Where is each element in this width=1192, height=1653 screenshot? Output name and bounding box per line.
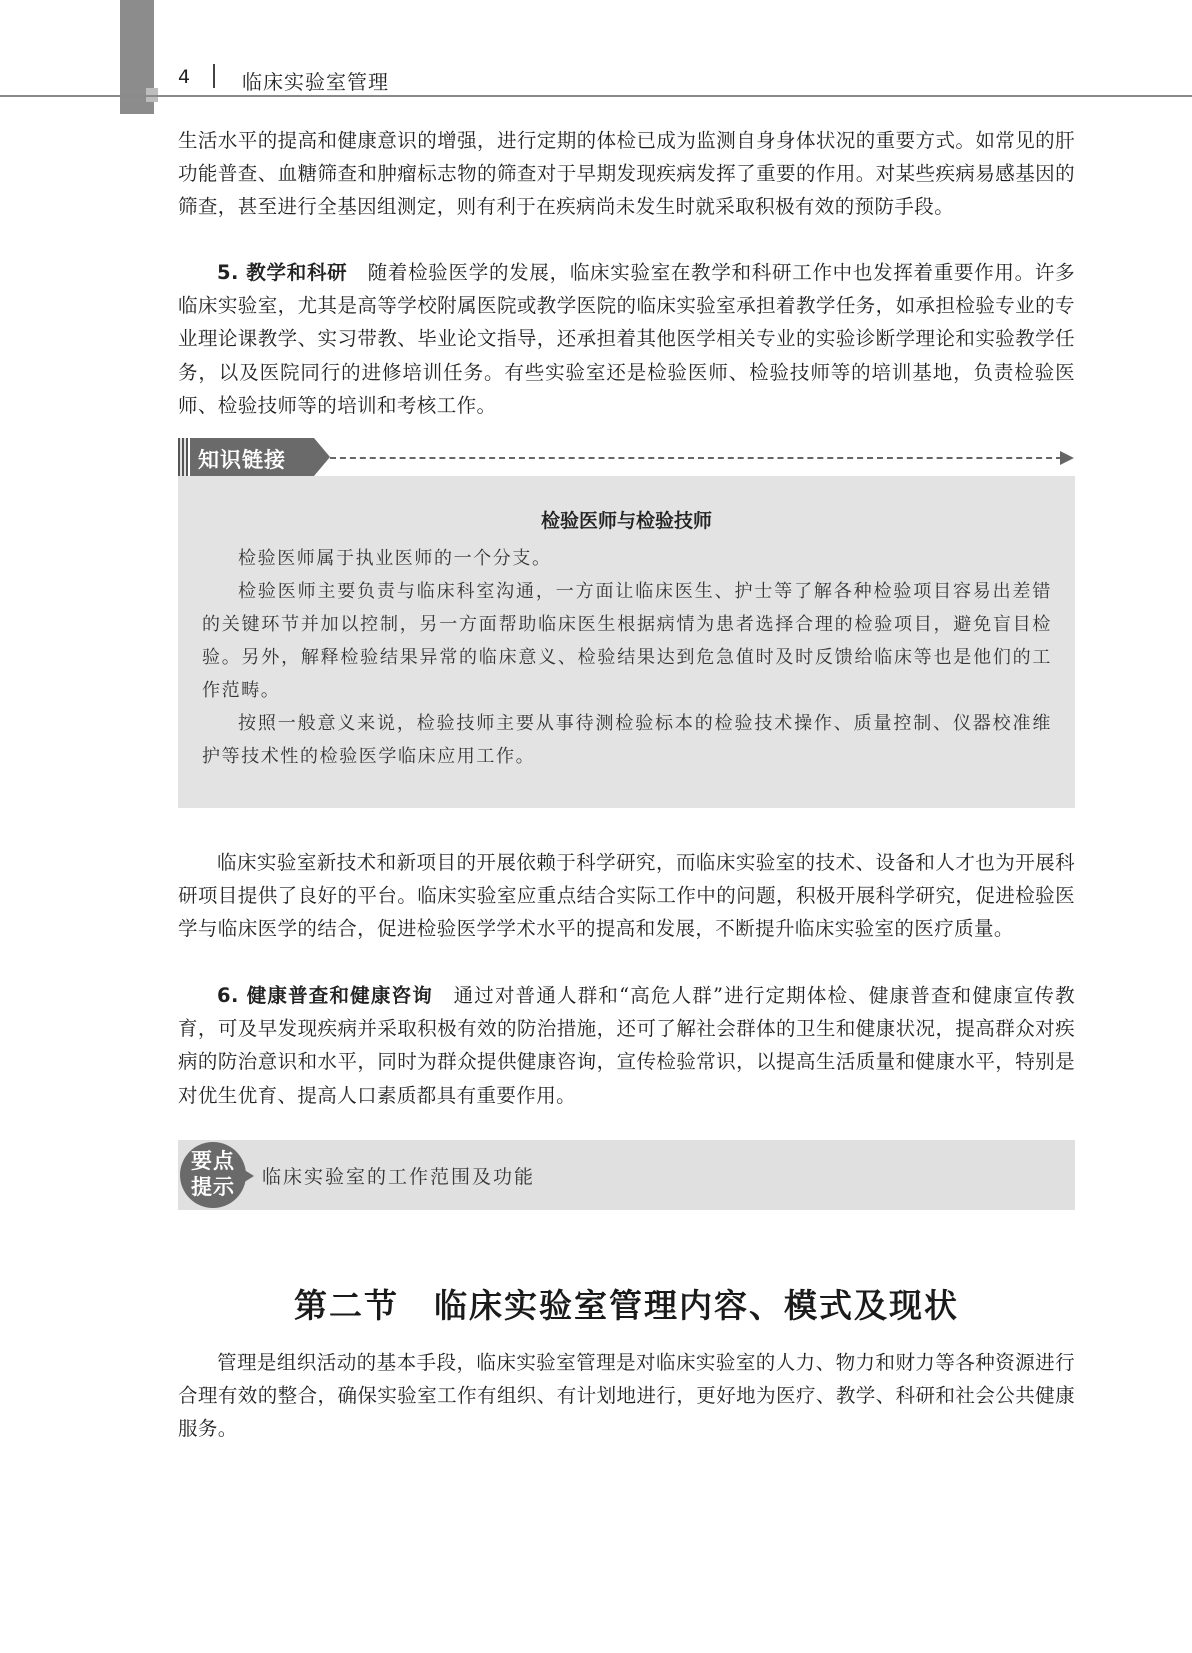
header-separator	[213, 64, 215, 88]
key-point-label-line1: 要点	[191, 1149, 235, 1173]
knowledge-tag-label: 知识链接	[198, 448, 286, 472]
knowledge-tag	[178, 438, 330, 476]
knowledge-title: 检验医师与检验技师	[540, 510, 712, 532]
key-point-label-line2: 提示	[191, 1175, 235, 1199]
paragraph-teaching-research	[178, 256, 1075, 422]
paragraph-health-screening	[178, 979, 1075, 1112]
knowledge-paragraph-3: 按照一般意义来说，检验技师主要从事待测检验标本的检验技术操作、质量控制、仪器校准维护等技术性的检验医学临床应用工作。	[202, 713, 1052, 767]
key-point-text: 临床实验室的工作范围及功能	[262, 1166, 536, 1188]
header-rule	[0, 95, 1192, 97]
heading-teaching-research: 5. 教学和科研	[217, 261, 348, 284]
key-point-label	[188, 1148, 238, 1200]
page-number: 4	[178, 66, 191, 88]
heading-health-screening: 6. 健康普查和健康咨询	[217, 984, 433, 1007]
paragraph-health-screening-text: 通过对普通人群和“高危人群”进行定期体检、健康普查和健康宣传教育，可及早发现疾病并采取积极有效的防治措施，还可了解社会群体的卫生和健康状况，提高群众对疾病的防治意识和水平，同时为群众提供健康咨询，宣传检验常识，以提高生活质量和健康水平，特别是对优生优育、提高人口素质都具有重要作用。	[178, 984, 1075, 1107]
paragraph-management: 管理是组织活动的基本手段，临床实验室管理是对临床实验室的人力、物力和财力等各种资源进行合理有效的整合，确保实验室工作有组织、有计划地进行，更好地为医疗、教学、科研和社会公共健康服务。	[178, 1351, 1075, 1441]
paragraph-1: 生活水平的提高和健康意识的增强，进行定期的体检已成为监测自身身体状况的重要方式。如常见的肝功能普查、血糖筛查和肿瘤标志物的筛查对于早期发现疾病发挥了重要的作用。对某些疾病易感基因的筛查，甚至进行全基因组测定，则有利于在疾病尚未发生时就采取积极有效的预防手段。	[178, 129, 1075, 219]
paragraph-research: 临床实验室新技术和新项目的开展依赖于科学研究，而临床实验室的技术、设备和人才也为开展科研项目提供了良好的平台。临床实验室应重点结合实际工作中的问题，积极开展科学研究，促进检验医学与临床医学的结合，促进检验医学学术水平的提高和发展，不断提升临床实验室的医疗质量。	[178, 851, 1075, 941]
arrow-right-icon	[1060, 451, 1074, 465]
knowledge-tag-stripes	[178, 438, 188, 476]
paragraph-teaching-research-text: 随着检验医学的发展，临床实验室在教学和科研工作中也发挥着重要作用。许多临床实验室，尤其是高等学校附属医院或教学医院的临床实验室承担着教学任务，如承担检验专业的专业理论课教学、实习带教、毕业论文指导，还承担着其他医学相关专业的实验诊断学理论和实验教学任务，以及医院同行的进修培训任务。有些实验室还是检验医师、检验技师等的培训基地，负责检验医师、检验技师等的培训和考核工作。	[178, 261, 1075, 417]
knowledge-paragraph-2: 检验医师主要负责与临床科室沟通，一方面让临床医生、护士等了解各种检验项目容易出差错的关键环节并加以控制，另一方面帮助临床医生根据病情为患者选择合理的检验项目，避免盲目检验。另外，解释检验结果异常的临床意义、检验结果达到危急值时及时反馈给临床等也是他们的工作范畴。	[202, 581, 1052, 701]
section-title: 第二节 临床实验室管理内容、模式及现状	[294, 1286, 959, 1325]
knowledge-paragraph-1: 检验医师属于执业医师的一个分支。	[238, 548, 552, 569]
knowledge-dashed-line	[330, 457, 1062, 459]
running-title: 临床实验室管理	[242, 70, 389, 94]
